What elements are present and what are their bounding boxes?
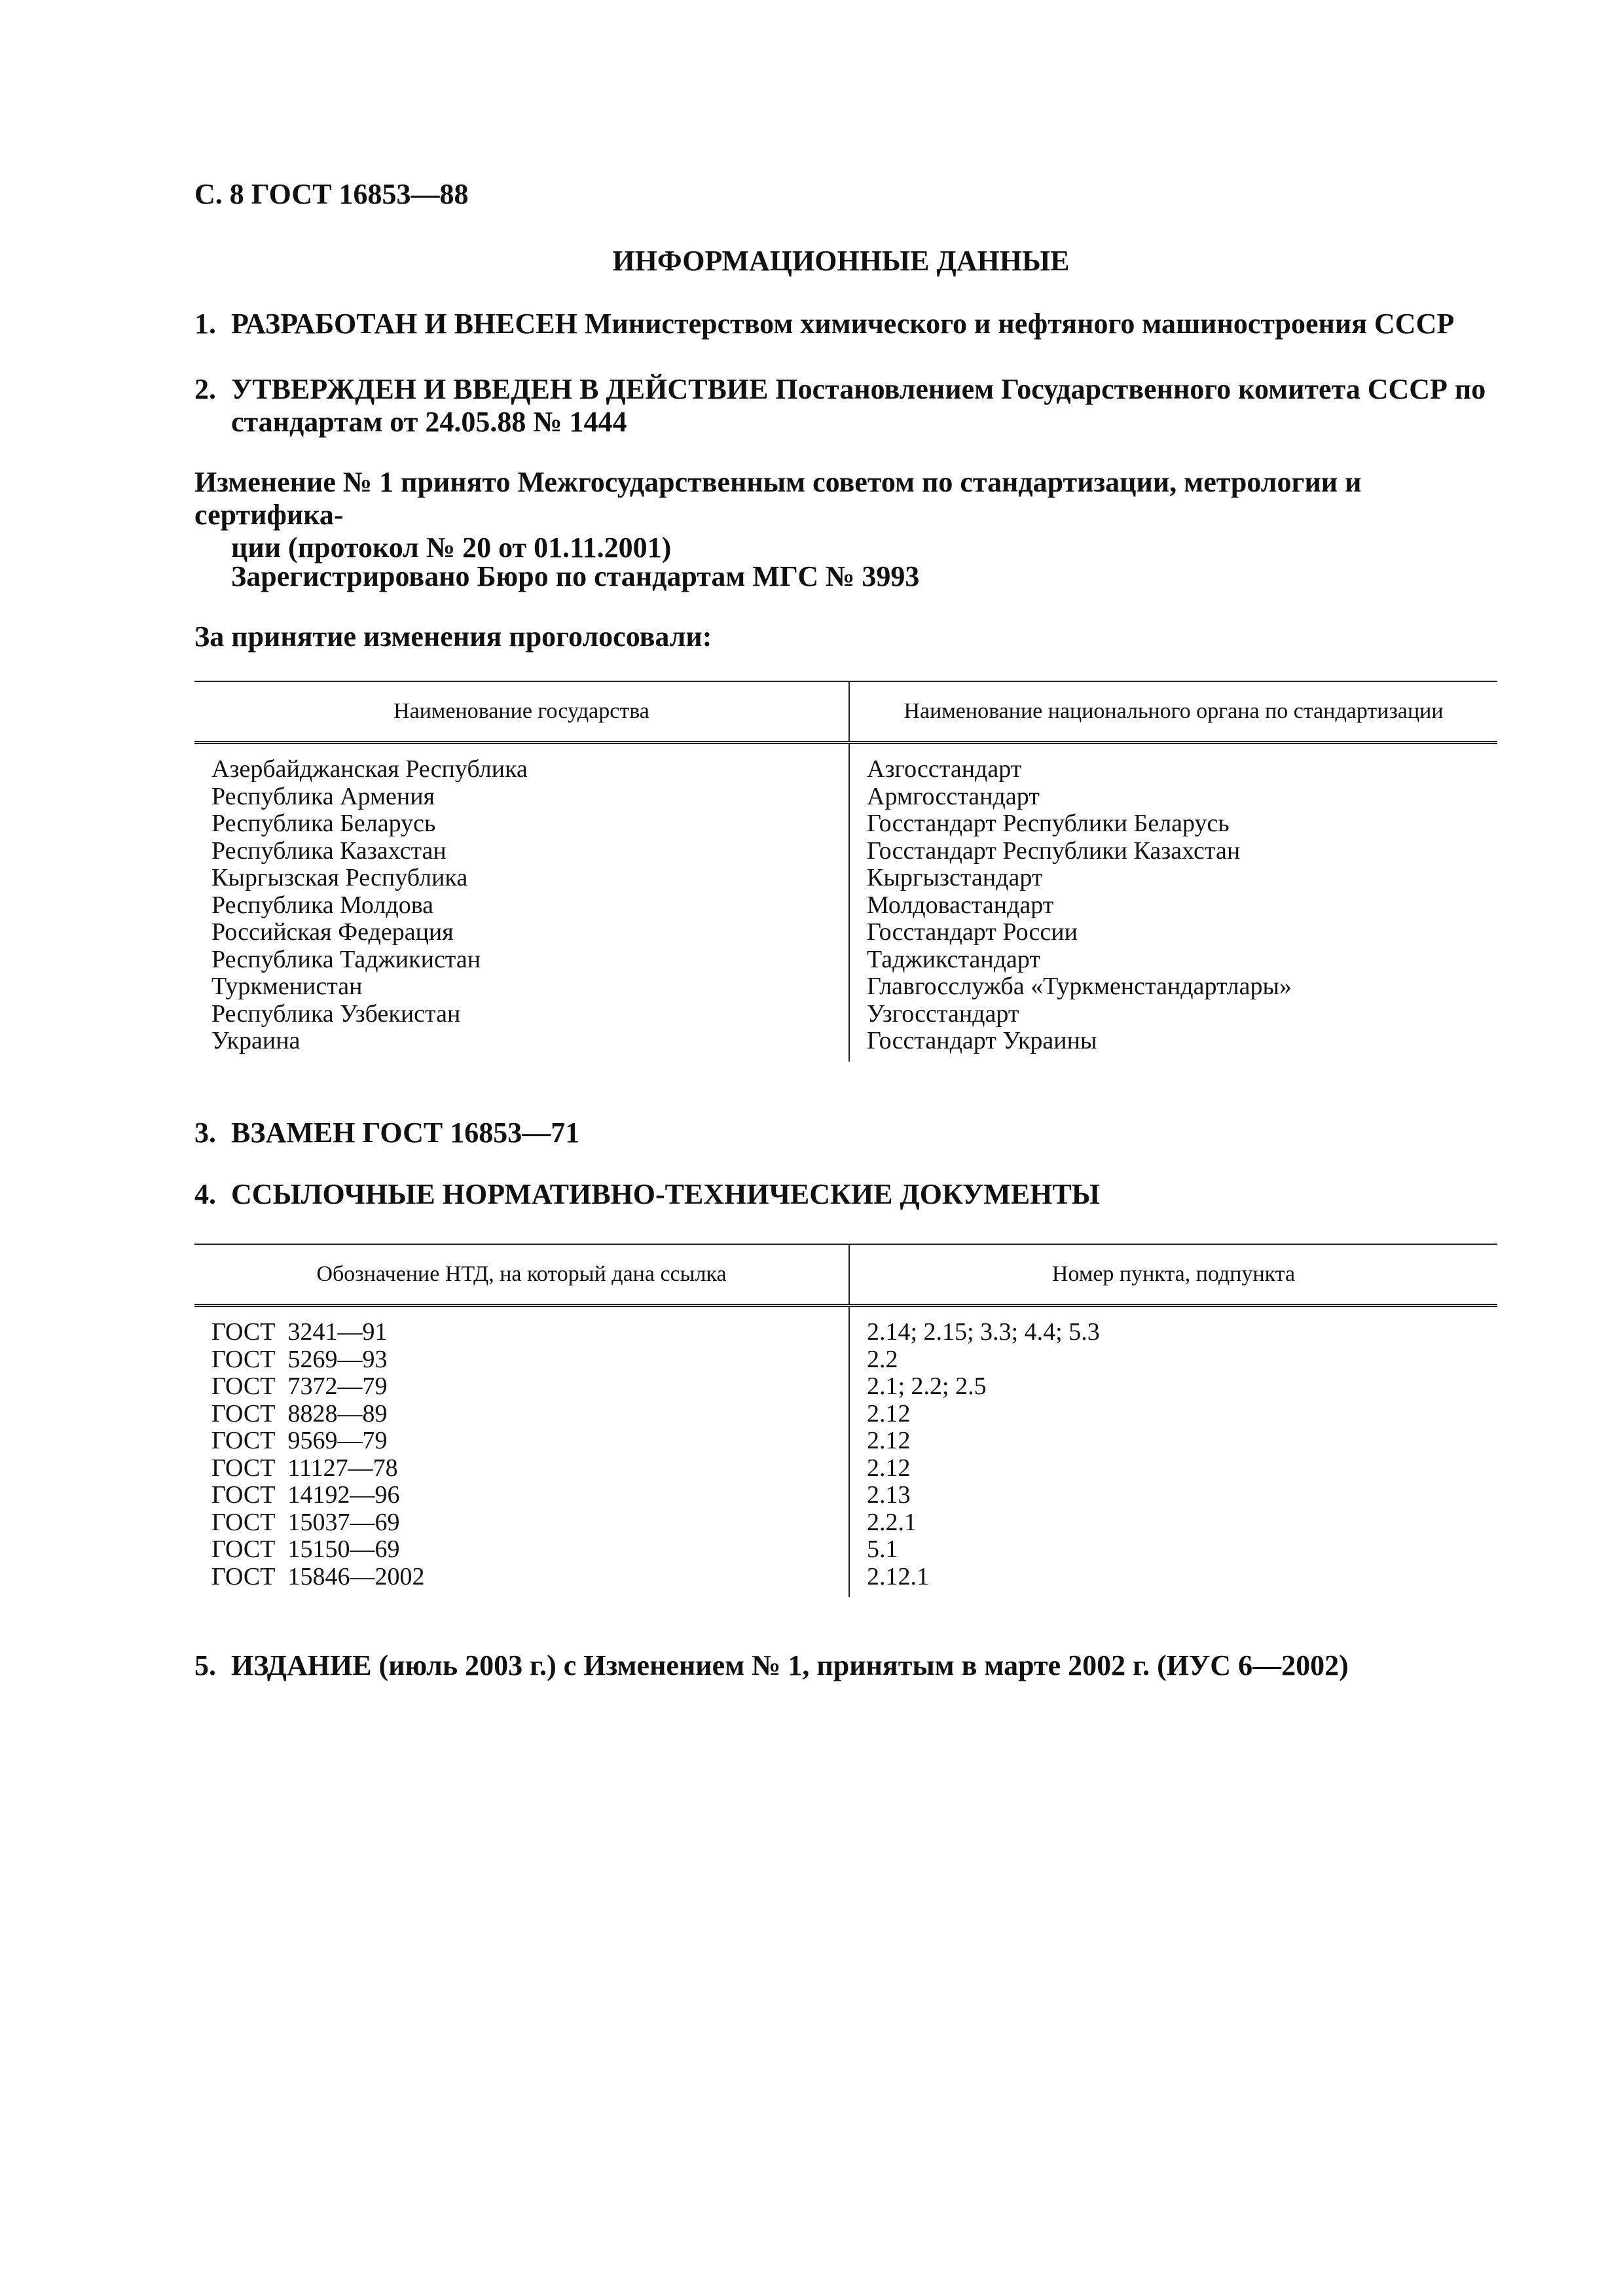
item-5-text: ИЗДАНИЕ (июль 2003 г.) с Изменением № 1, принятым в марте 2002 г. (ИУС 6—2002) (231, 1649, 1349, 1681)
state-column-header: Наименование государства (194, 681, 849, 743)
change-note-line-1: Изменение № 1 принято Межгосударственным советом по стандартизации, метрологии и сертифика- (194, 466, 1362, 531)
item-5-number: 5. (194, 1649, 216, 1681)
item-5 (194, 1649, 1497, 1682)
clause-column-header: Номер пункта, подпункта (849, 1244, 1497, 1306)
clause-number: 2.2 (867, 1345, 898, 1373)
standards-body-name: Азгосстандарт (867, 755, 1022, 783)
voted-label: За принятие изменения проголосовали: (194, 620, 712, 653)
document-ref: ГОСТ 14192—96 (211, 1481, 400, 1509)
standards-body-name: Госстандарт Республики Казахстан (867, 836, 1241, 865)
standards-body-name: Армгосстандарт (867, 782, 1040, 810)
item-2-line-2: стандартам от 24.05.88 № 1444 (231, 406, 627, 438)
document-ref: ГОСТ 3241—91 (211, 1318, 388, 1346)
item-4-number: 4. (194, 1178, 216, 1210)
document-ref: ГОСТ 5269—93 (211, 1345, 388, 1373)
item-2 (194, 373, 1497, 439)
standards-body-name: Кыргызстандарт (867, 864, 1043, 891)
clause-number: 2.13 (867, 1481, 911, 1509)
references-table-header (194, 1244, 1497, 1306)
document-ref: ГОСТ 11127—78 (211, 1454, 398, 1482)
document-ref: ГОСТ 15150—69 (211, 1535, 400, 1563)
state-name: Кыргызская Республика (211, 864, 468, 891)
change-note (194, 466, 1497, 564)
item-1-text: РАЗРАБОТАН И ВНЕСЕН Министерством химического и нефтяного машиностроения СССР (231, 308, 1455, 340)
item-3 (194, 1117, 1497, 1149)
clause-number: 2.12 (867, 1454, 911, 1482)
item-1 (194, 308, 1497, 340)
standards-body-name: Госстандарт России (867, 918, 1078, 946)
state-name: Республика Армения (211, 782, 435, 810)
clause-number: 2.2.1 (867, 1508, 917, 1536)
document-column-header: Обозначение НТД, на который дана ссылка (194, 1244, 849, 1306)
state-list (194, 743, 849, 1062)
state-name: Республика Таджикистан (211, 945, 481, 973)
clause-number: 2.14; 2.15; 3.3; 4.4; 5.3 (867, 1318, 1100, 1346)
standards-body-name: Главгосслужба «Туркменстандартлары» (867, 973, 1292, 1000)
references-table-body (194, 1306, 1497, 1598)
standards-body-name: Таджикстандарт (867, 945, 1041, 973)
registration-note: Зарегистрировано Бюро по стандартам МГС № 3993 (231, 560, 920, 592)
document-ref: ГОСТ 8828—89 (211, 1399, 388, 1427)
item-4 (194, 1178, 1497, 1211)
standards-body-name: Госстандарт Республики Беларусь (867, 810, 1230, 837)
voting-table-body (194, 743, 1497, 1062)
state-name: Республика Узбекистан (211, 999, 461, 1028)
document-ref: ГОСТ 15037—69 (211, 1508, 400, 1536)
references-table (194, 1244, 1497, 1597)
body-column-header: Наименование национального органа по стандартизации (849, 681, 1497, 743)
standards-body-name: Узгосстандарт (867, 999, 1019, 1028)
state-name: Республика Казахстан (211, 836, 447, 865)
item-3-text: ВЗАМЕН ГОСТ 16853—71 (231, 1117, 580, 1149)
item-4-text: ССЫЛОЧНЫЕ НОРМАТИВНО-ТЕХНИЧЕСКИЕ ДОКУМЕНТЫ (231, 1178, 1100, 1210)
document-ref: ГОСТ 9569—79 (211, 1427, 388, 1454)
clause-number: 2.1; 2.2; 2.5 (867, 1372, 987, 1400)
voting-table (194, 681, 1497, 1062)
item-2-line-1: УТВЕРЖДЕН И ВВЕДЕН В ДЕЙСТВИЕ Постановлением Государственного комитета СССР по (231, 373, 1486, 405)
state-name: Туркменистан (211, 973, 363, 1000)
state-name: Республика Молдова (211, 891, 434, 919)
page-title: ИНФОРМАЦИОННЫЕ ДАННЫЕ (612, 245, 1070, 277)
document-ref: ГОСТ 7372—79 (211, 1372, 388, 1400)
standards-body-name: Госстандарт Украины (867, 1027, 1097, 1054)
standards-body-name: Молдовастандарт (867, 891, 1054, 919)
clause-number: 2.12 (867, 1427, 911, 1454)
clause-number: 2.12 (867, 1399, 911, 1427)
change-note-line-2: ции (протокол № 20 от 01.11.2001) (231, 531, 672, 564)
item-3-number: 3. (194, 1117, 216, 1149)
clause-list (849, 1306, 1497, 1598)
document-ref: ГОСТ 15846—2002 (211, 1562, 425, 1590)
state-name: Российская Федерация (211, 918, 454, 946)
state-name: Республика Беларусь (211, 810, 436, 837)
body-list (849, 743, 1497, 1062)
clause-number: 5.1 (867, 1535, 898, 1563)
state-name: Украина (211, 1027, 301, 1054)
item-2-number: 2. (194, 373, 216, 405)
state-name: Азербайджанская Республика (211, 755, 528, 783)
item-1-number: 1. (194, 308, 216, 340)
page-header: С. 8 ГОСТ 16853—88 (194, 178, 469, 210)
document-list (194, 1306, 849, 1598)
clause-number: 2.12.1 (867, 1562, 929, 1590)
voting-table-header (194, 681, 1497, 743)
